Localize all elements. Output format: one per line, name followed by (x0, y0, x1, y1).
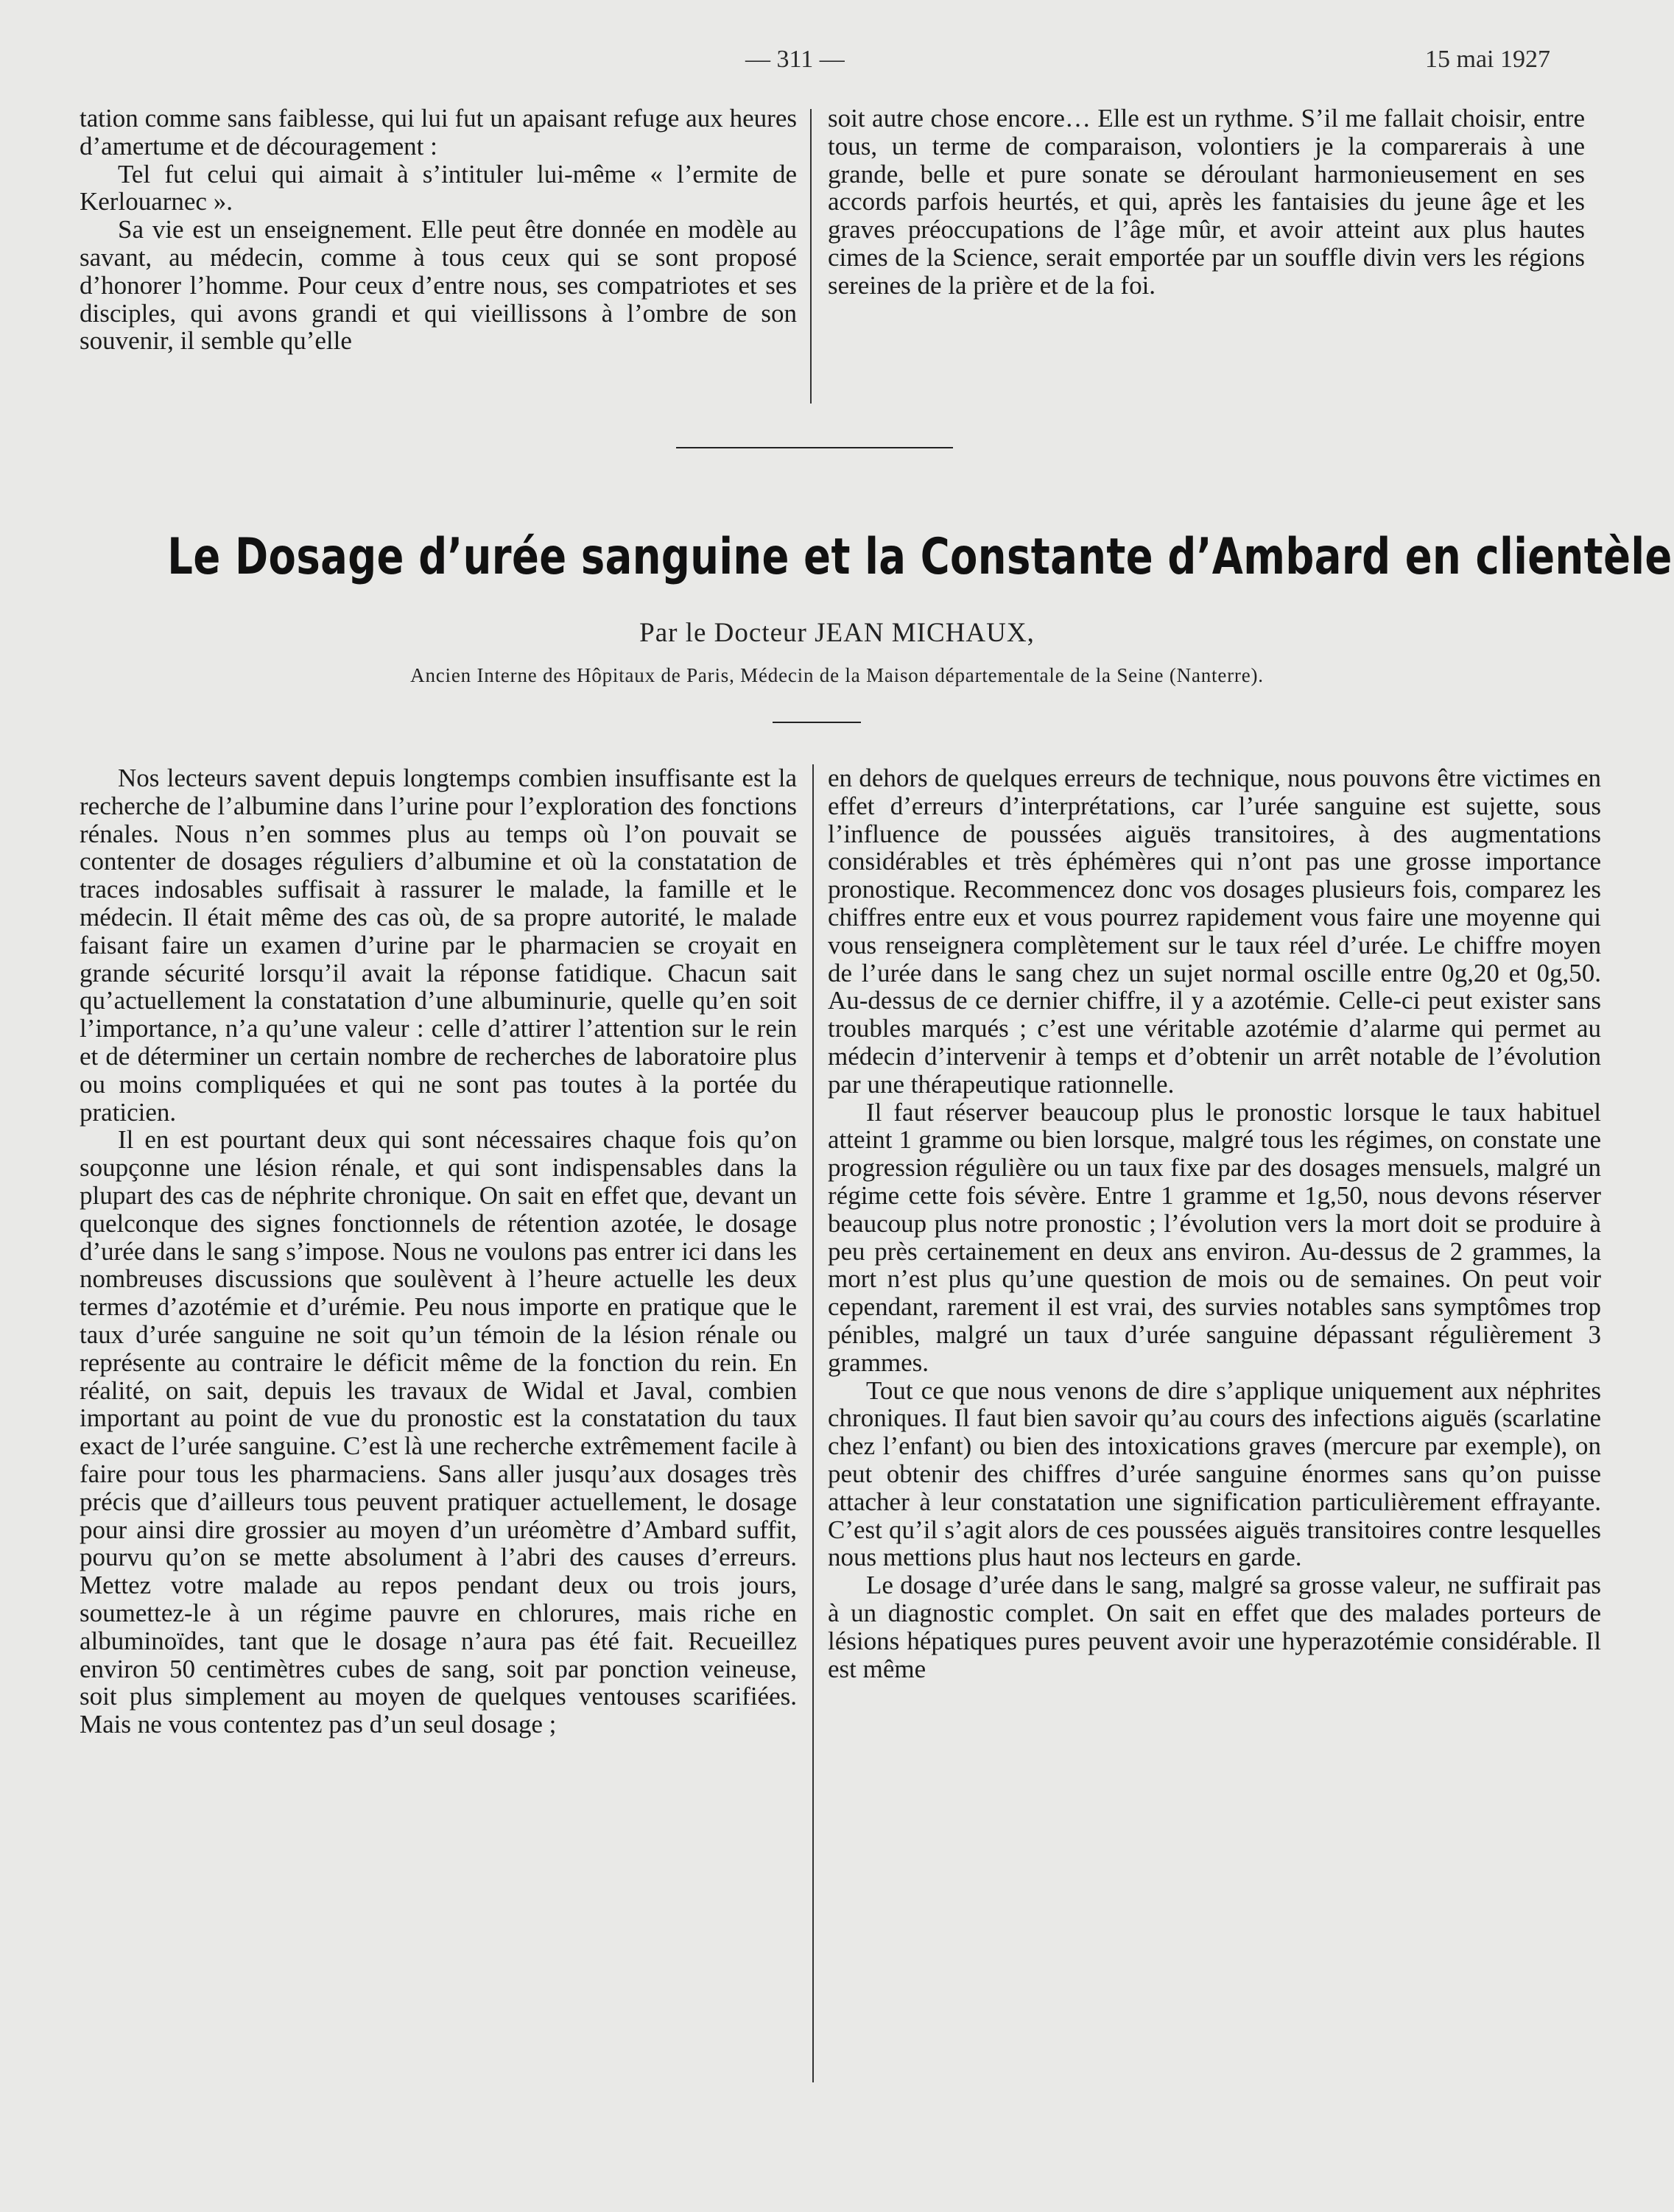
paragraph: Tout ce que nous venons de dire s’applique uniquement aux néphrites chroniques. Il faut bien savoir qu’au cours des infections aiguës (scarlatine chez l’enfant) ou bien des intoxications graves (mercure par exemple), on peut obtenir des chiffres d’urée sanguine énormes sans qu’on puisse attacher à leur constatation une signification particulièrement effrayante. C’est qu’il s’agit alors de ces poussées aiguës transitoires contre lesquelles nous mettions plus haut nos lecteurs en garde. (828, 1376, 1601, 1572)
paragraph: Sa vie est un enseignement. Elle peut être donnée en modèle au savant, au médecin, comme à tous ceux qui se sont proposé d’honorer l’homme. Pour ceux d’entre nous, ses compatriotes et ses disciples, qui avons grandi et qui vieillissons à l’ombre de son souvenir, il semble qu’elle (80, 215, 797, 356)
running-head (0, 46, 1674, 82)
paragraph: soit autre chose encore… Elle est un rythme. S’il me fallait choisir, entre tous, un terme de comparaison, volontiers je la comparerais à une grande, belle et pure sonate se déroulant harmonieusement en ses accords parfois heurtés, et qui, après les fantaisies du jeune âge et les graves préoccupations de l’âge mûr, et avoir atteint aux plus hautes cimes de la Science, serait emportée par un souffle divin vers les régions sereines de la prière et de la foi. (828, 104, 1585, 300)
article-right-column (828, 764, 1601, 1683)
column-divider (812, 764, 814, 2082)
article-left-column (80, 764, 797, 1739)
article-title: Le Dosage d’urée sanguine et la Constante d’Ambard en clientèle (167, 528, 1673, 586)
paragraph: Le dosage d’urée dans le sang, malgré sa grosse valeur, ne suffirait pas à un diagnostic complet. On sait en effet que des malades porteurs de lésions hépatiques pures peuvent avoir une hyperazotémie considérable. Il est même (828, 1571, 1601, 1683)
author-credentials: Ancien Interne des Hôpitaux de Paris, Médecin de la Maison départementale de la Seine (Nanterre). (410, 664, 1264, 686)
previous-article-right-column (828, 105, 1585, 300)
paragraph: Nos lecteurs savent depuis longtemps combien insuffisante est la recherche de l’albumine dans l’urine pour l’exploration des fonctions rénales. Nous n’en sommes plus au temps où l’on pouvait se contenter de dosages réguliers d’albumine et où la constatation de traces indosables suffisait à rassurer le malade, la famille et le médecin. Il était même des cas où, de sa propre autorité, le malade faisant faire un examen d’urine par le pharmacien se croyait en grande sécurité lorsqu’il avait la réponse fatidique. Chacun sait qu’actuellement la constatation d’une albuminurie, quelle qu’en soit l’importance, n’a qu’une valeur : celle d’attirer l’attention sur le rein et de déterminer un certain nombre de recherches de laboratoire plus ou moins compliquées et qui ne sont pas toutes à la portée du praticien. (80, 764, 797, 1127)
paragraph: Il faut réserver beaucoup plus le pronostic lorsque le taux habituel atteint 1 gramme ou bien lorsque, malgré tous les régimes, on constate une progression régulière ou un taux fixe par des dosages mensuels, malgré un régime cette fois sévère. Entre 1 gramme et 1g,50, nous devons réserver beaucoup plus notre pronostic ; l’évolution vers la mort doit se produire à peu près certainement en deux ans environ. Au-dessus de 2 grammes, la mort n’est plus qu’une question de mois ou de semaines. On peut voir cependant, rarement il est vrai, des survies notables sans symptômes trop pénibles, malgré un taux d’urée sanguine dépassant régulièrement 3 grammes. (828, 1097, 1601, 1377)
paragraph: tation comme sans faiblesse, qui lui fut un apaisant refuge aux heures d’amertume et de découragement : (80, 104, 797, 161)
page-number: — 311 — (745, 46, 845, 73)
title-underline-rule (773, 722, 861, 723)
paragraph: en dehors de quelques erreurs de technique, nous pouvons être victimes en effet d’erreurs d’interprétations, car l’urée sanguine est sujette, sous l’influence de poussées aiguës transitoires, à des augmentations considérables et très éphémères qui n’ont pas une grosse importance pronostique. Recommencez donc vos dosages plusieurs fois, comparez les chiffres entre eux et vous pourrez rapidement vous faire une moyenne qui vous renseignera complètement sur le taux réel d’urée. Le chiffre moyen de l’urée dans le sang chez un sujet normal oscille entre 0g,20 et 0g,50. Au-dessus de ce dernier chiffre, il y a azotémie. Celle-ci peut exister sans troubles marqués ; c’est une véritable azotémie d’alarme qui permet au médecin d’intervenir à temps et d’obtenir un arrêt notable de l’évolution par une thérapeutique rationnelle. (828, 764, 1601, 1099)
issue-date: 15 mai 1927 (1425, 46, 1550, 73)
author-byline: Par le Docteur JEAN MICHAUX, (639, 618, 1035, 648)
paragraph: Tel fut celui qui aimait à s’intituler lui-même « l’ermite de Kerlouarnec ». (80, 159, 797, 216)
paragraph: Il en est pourtant deux qui sont nécessaires chaque fois qu’on soupçonne une lésion rénale, et qui sont indispensables dans la plupart des cas de néphrite chronique. On sait en effet que, devant un quelconque des signes fonctionnels de rétention azotée, le dosage d’urée dans le sang s’impose. Nous ne voulons pas entrer ici dans les nombreuses discussions que soulèvent à l’heure actuelle les deux termes d’azotémie et d’urémie. Peu nous importe en pratique que le taux d’urée sanguine ne soit qu’un témoin de la lésion rénale ou représente au contraire le déficit même de la fonction du rein. En réalité, on sait, depuis les travaux de Widal et Javal, combien important au point de vue du pronostic est la constatation du taux exact de l’urée sanguine. C’est là une recherche extrêmement facile à faire pour tous les pharmaciens. Sans aller jusqu’aux dosages très précis que d’ailleurs tous peuvent pratiquer actuellement, le dosage pour ainsi dire grossier au moyen d’un uréomètre d’Ambard suffit, pourvu qu’on se mette absolument à l’abri des causes d’erreurs. Mettez votre malade au repos pendant deux ou trois jours, soumettez-le à un régime pauvre en chlorures, mais riche en albuminoïdes, tant que le dosage n’aura pas été fait. Recueillez environ 50 centimètres cubes de sang, soit par ponction veineuse, soit plus simplement au moyen de quelques ventouses scarifiées. Mais ne vous contentez pas d’un seul dosage ; (80, 1125, 797, 1739)
previous-article-left-column (80, 105, 797, 355)
section-separator (676, 447, 953, 448)
column-divider (810, 109, 812, 404)
